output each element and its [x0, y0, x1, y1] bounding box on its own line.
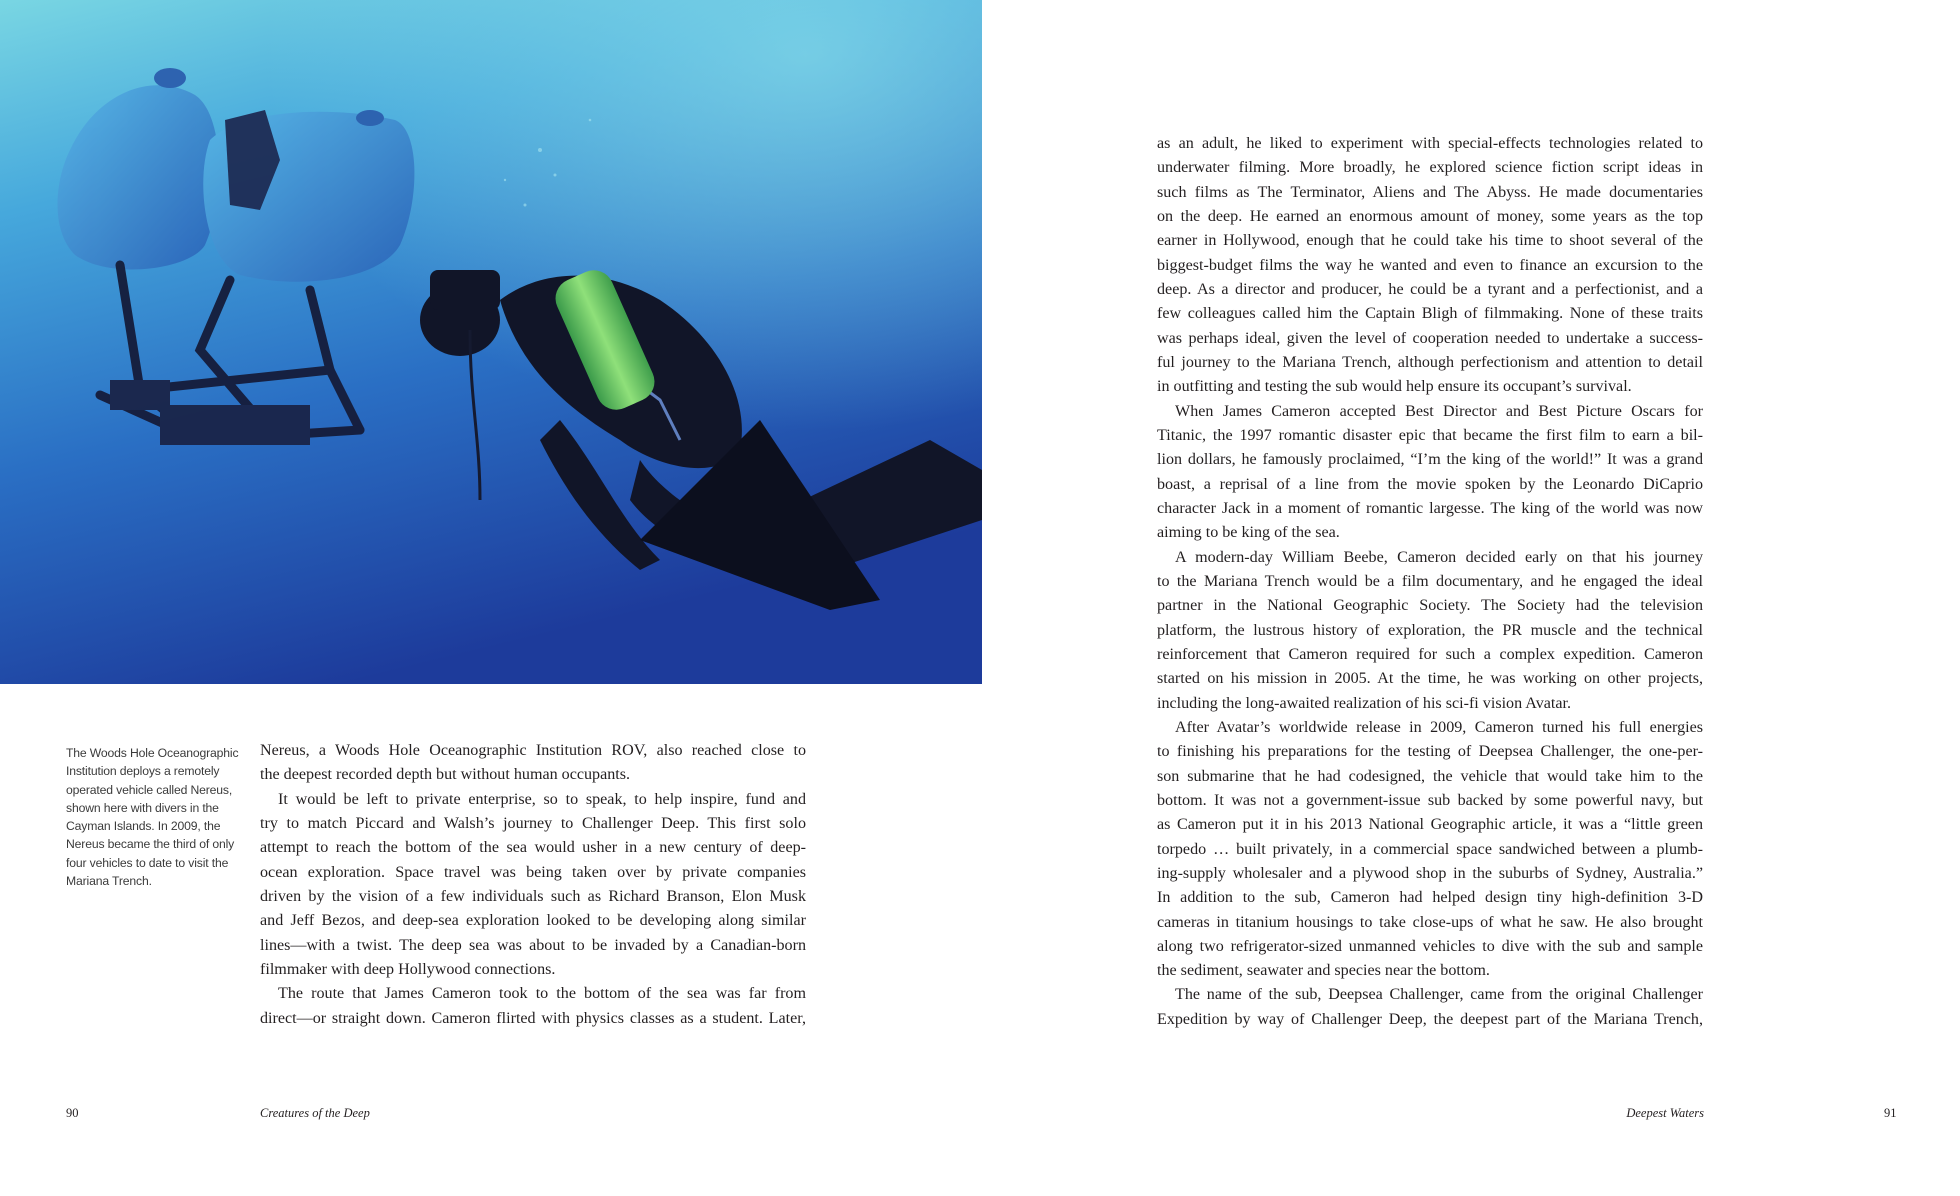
text-line: character Jack in a moment of romantic largesse. The king of the world was now: [1157, 499, 1703, 517]
text-line: and Jeff Bezos, and deep-sea exploration looked to be developing along similar: [260, 912, 806, 930]
page-number-left: 90: [66, 1106, 79, 1120]
text-line: started on his mission in 2005. At the time, he was working on other projects,: [1157, 670, 1703, 688]
caption-line: The Woods Hole Oceanographic: [66, 746, 239, 760]
text-line: reinforcement that Cameron required for such a complex expedition. Cameron: [1157, 645, 1703, 663]
caption-line: Mariana Trench.: [66, 874, 152, 889]
text-line: including the long-awaited realization of his sci-fi vision Avatar.: [1157, 694, 1572, 712]
text-line: Expedition by way of Challenger Deep, the deepest part of the Mariana Trench,: [1157, 1010, 1703, 1028]
text-line: After Avatar’s worldwide release in 2009, Cameron turned his full energies: [1175, 718, 1703, 736]
text-line: on the deep. He earned an enormous amount of money, some years as the top: [1157, 207, 1703, 225]
right-page-body: [1157, 132, 1703, 1032]
text-line: torpedo … built privately, in a commercial space sandwiched between a plumb-: [1157, 840, 1703, 858]
page-number-right: 91: [1884, 1106, 1897, 1120]
text-line: to the Mariana Trench would be a film documentary, and he engaged the ideal: [1157, 572, 1703, 590]
text-line: cameras in titanium housings to take close-ups of what he saw. He also brought: [1157, 913, 1703, 931]
text-line: partner in the National Geographic Society. The Society had the television: [1157, 597, 1703, 615]
caption-line: Nereus became the third of only: [66, 837, 235, 852]
text-line: ocean exploration. Space travel was being taken over by private companies: [260, 863, 806, 881]
text-line: lion dollars, he famously proclaimed, “I’m the king of the world!” It was a grand: [1157, 451, 1703, 469]
caption-line: Institution deploys a remotely: [66, 764, 220, 779]
text-line: lines—with a twist. The deep sea was about to be invaded by a Canadian-born: [260, 936, 806, 954]
text-line: along two refrigerator-sized unmanned vehicles to dive with the sub and sample: [1157, 937, 1703, 955]
text-line: such films as The Terminator, Aliens and The Abyss. He made documentaries: [1157, 183, 1703, 201]
text-line: boast, a reprisal of a line from the movie spoken by the Leonardo DiCaprio: [1157, 475, 1703, 493]
text-line: attempt to reach the bottom of the sea would usher in a new century of deep-: [260, 839, 806, 857]
caption-line: Cayman Islands. In 2009, the: [66, 819, 221, 834]
text-line: earner in Hollywood, enough that he could take his time to shoot several of the: [1157, 232, 1703, 250]
text-line: the sediment, seawater and species near the bottom.: [1157, 962, 1490, 980]
text-line: deep. As a director and producer, he could be a tyrant and a perfectionist, and a: [1157, 280, 1703, 298]
text-line: direct—or straight down. Cameron flirted with physics classes as a student. Later,: [260, 1009, 806, 1027]
text-line: underwater filming. More broadly, he explored science fiction script ideas in: [1157, 159, 1703, 177]
text-line: It would be left to private enterprise, so to speak, to help inspire, fund and: [278, 790, 806, 808]
text-line: was perhaps ideal, given the level of cooperation needed to undertake a success-: [1157, 329, 1703, 347]
text-line: driven by the vision of a few individuals such as Richard Branson, Elon Musk: [260, 887, 806, 905]
text-line: filmmaker with deep Hollywood connections.: [260, 960, 556, 978]
text-line: Nereus, a Woods Hole Oceanographic Institution ROV, also reached close to: [260, 742, 806, 759]
text-line: The route that James Cameron took to the bottom of the sea was far from: [278, 985, 806, 1003]
rov-diver-image: [0, 0, 982, 684]
text-line: platform, the lustrous history of exploration, the PR muscle and the technical: [1157, 621, 1703, 639]
text-line: When James Cameron accepted Best Director and Best Picture Oscars for: [1175, 402, 1703, 420]
text-line: ing-supply wholesaler and a plywood shop in the suburbs of Sydney, Australia.”: [1157, 864, 1703, 882]
text-line: to finishing his preparations for the testing of Deepsea Challenger, the one-per-: [1157, 743, 1703, 761]
text-line: the deepest recorded depth but without human occupants.: [260, 766, 631, 784]
text-line: few colleagues called him the Captain Bligh of filmmaking. None of these traits: [1157, 305, 1703, 323]
text-line: In addition to the sub, Cameron had helped design tiny high-definition 3-D: [1157, 889, 1703, 907]
caption-line: operated vehicle called Nereus,: [66, 782, 233, 797]
photo-caption: [66, 744, 239, 890]
text-line: biggest-budget films the way he wanted and even to finance an excursion to the: [1157, 256, 1703, 274]
text-line: The name of the sub, Deepsea Challenger, came from the original Challenger: [1175, 986, 1703, 1004]
running-head-right: Deepest Waters: [1626, 1106, 1704, 1120]
text-line: son submarine that he had codesigned, the vehicle that would take him to the: [1157, 767, 1703, 785]
caption-line: shown here with divers in the: [66, 800, 219, 815]
underwater-photo: [0, 0, 982, 684]
text-line: as Cameron put it in his 2013 National Geographic article, it was a “little green: [1157, 816, 1703, 834]
text-line: try to match Piccard and Walsh’s journey to Challenger Deep. This first solo: [260, 814, 806, 832]
text-line: ful journey to the Mariana Trench, although perfectionism and attention to detail: [1157, 353, 1703, 371]
text-line: A modern-day William Beebe, Cameron decided early on that his journey: [1175, 548, 1703, 566]
running-head-left: Creatures of the Deep: [260, 1106, 370, 1120]
text-line: Titanic, the 1997 romantic disaster epic that became the first film to earn a bil-: [1157, 426, 1703, 444]
text-line: as an adult, he liked to experiment with special-effects technologies related to: [1157, 135, 1703, 152]
text-line: bottom. It was not a government-issue sub backed by some powerful navy, but: [1157, 791, 1703, 809]
caption-line: four vehicles to date to visit the: [66, 855, 229, 870]
left-page-body: [260, 739, 806, 1031]
text-line: in outfitting and testing the sub would help ensure its occupant’s survival.: [1157, 378, 1632, 396]
text-line: aiming to be king of the sea.: [1157, 524, 1340, 542]
